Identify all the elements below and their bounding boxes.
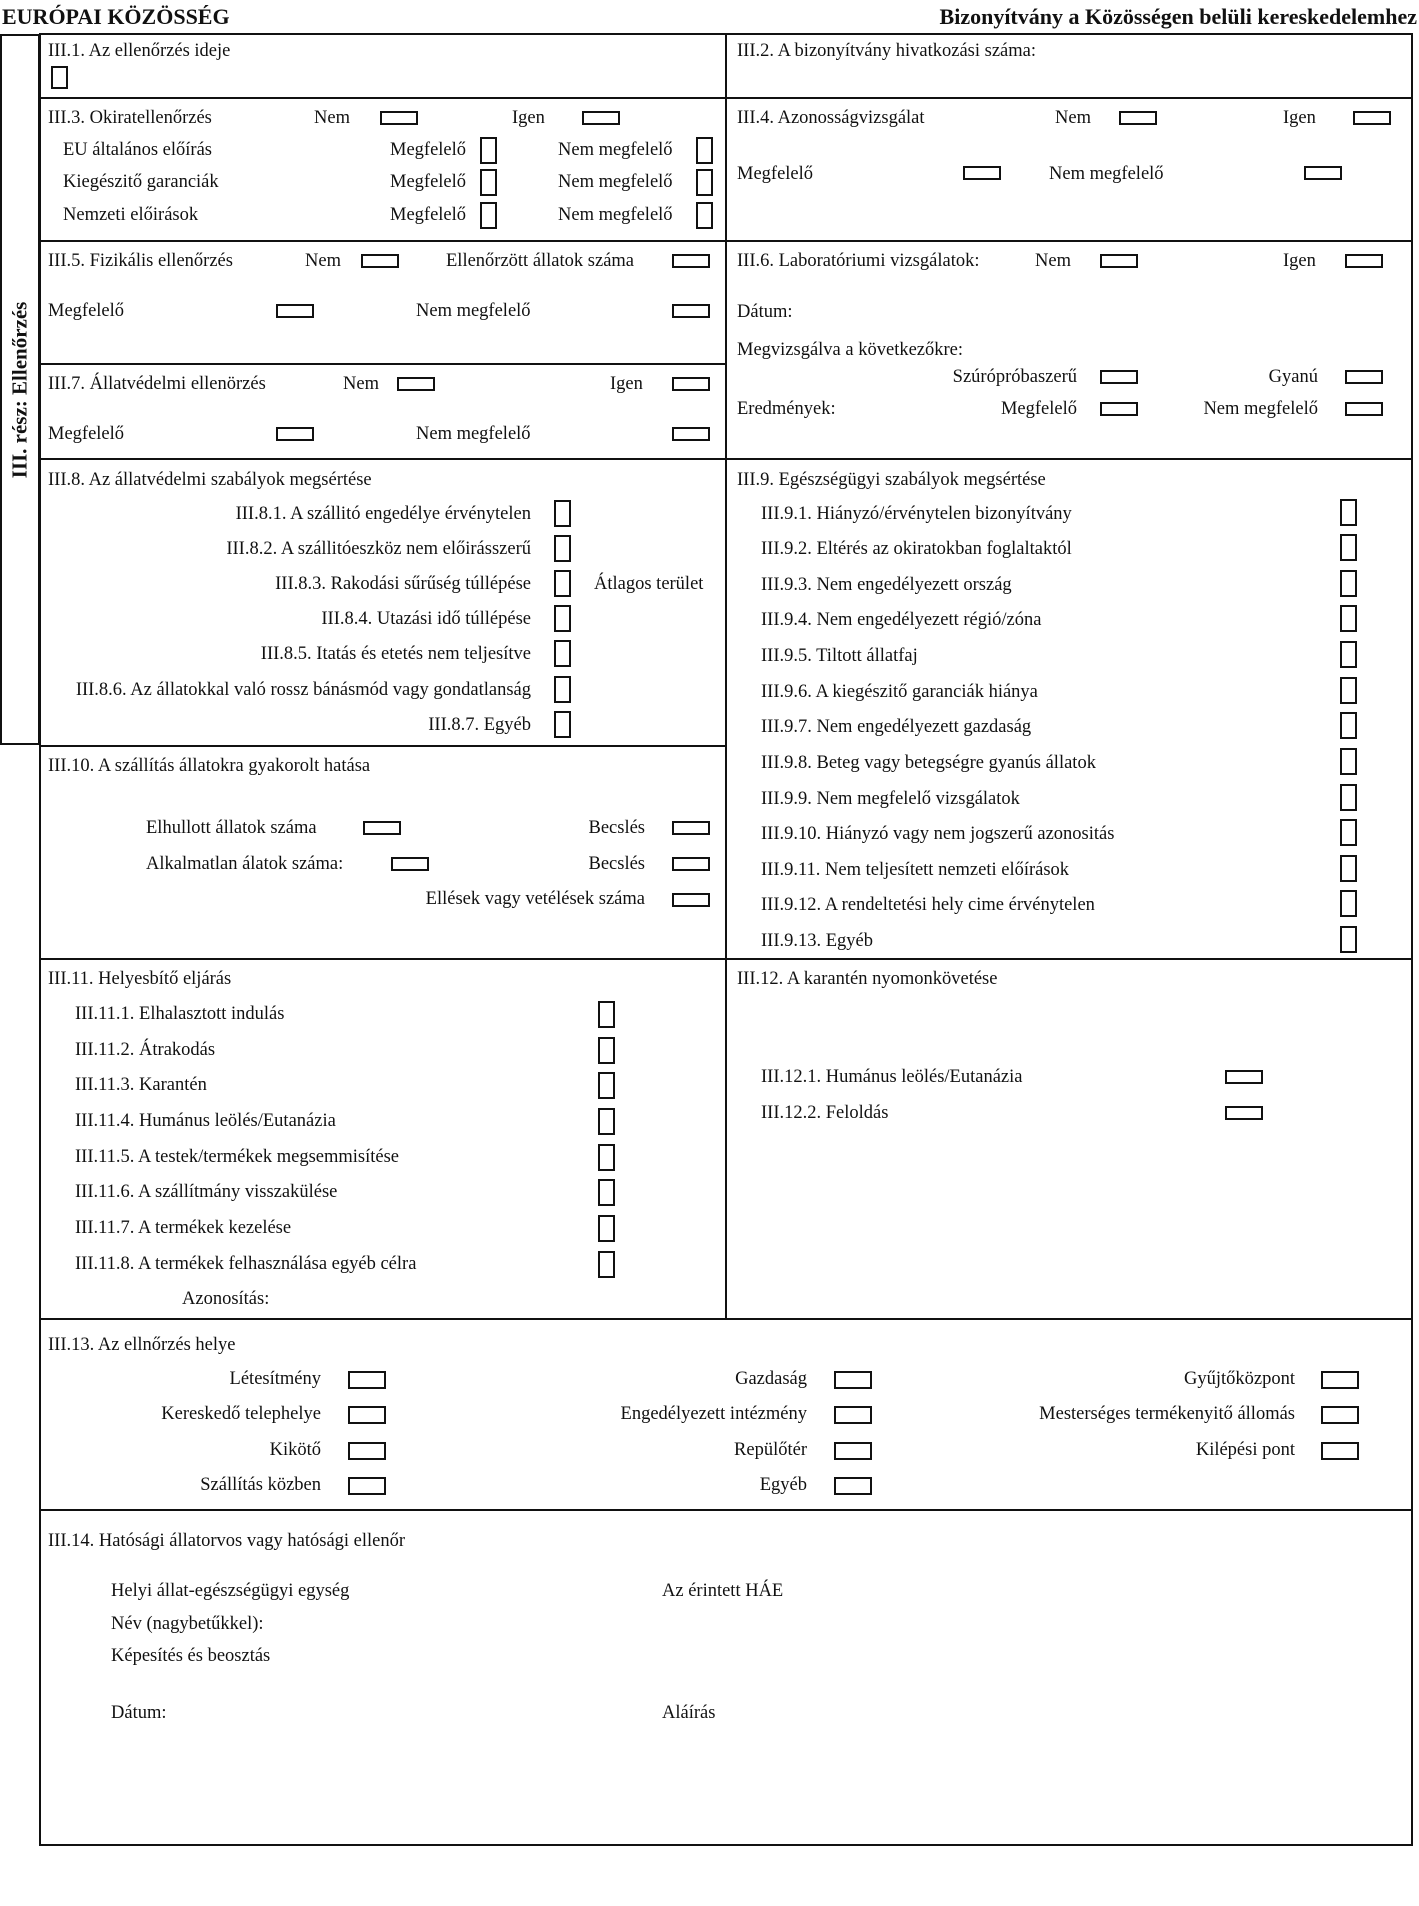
row-label: EU általános előírás [63,140,212,160]
health-item: III.9.3. Nem engedélyezett ország [761,575,1012,595]
place-dealer-checkbox[interactable] [348,1406,386,1424]
corrective-item: III.11.5. A testek/termékek megsemmisítése [75,1147,400,1167]
dead-animals-field[interactable] [363,821,401,835]
corrective-item: III.11.1. Elhalasztott indulás [75,1004,285,1024]
health-7-checkbox[interactable] [1340,712,1357,739]
health-2-checkbox[interactable] [1340,534,1357,561]
yes-label: Igen [610,374,643,394]
physical-ok-checkbox[interactable] [276,304,314,318]
corrective-7-checkbox[interactable] [598,1215,615,1242]
health-item: III.9.6. A kiegészitő garanciák hiánya [761,682,1038,702]
suspicion-label: Gyanú [1268,367,1318,387]
corrective-6-checkbox[interactable] [598,1179,615,1206]
random-checkbox[interactable] [1100,370,1138,384]
eu-ok-checkbox[interactable] [480,137,497,164]
health-item: III.9.2. Eltérés az okiratokban foglaltaktól [761,539,1072,559]
doc-check-yes-checkbox[interactable] [582,111,620,125]
section-title: III.3. Okiratellenőrzés [48,108,212,128]
violation-4-checkbox[interactable] [554,605,571,632]
corrective-4-checkbox[interactable] [598,1108,615,1135]
results-label: Eredmények: [737,399,836,419]
section-title: III.11. Helyesbítő eljárás [48,969,232,989]
violation-item: III.8.7. Egyéb [428,715,531,735]
lab-no-checkbox[interactable] [1100,254,1138,268]
nok-label: Nem megfelelő [558,172,673,192]
health-3-checkbox[interactable] [1340,570,1357,597]
place-label: Kikötő [269,1440,321,1460]
corrective-item: III.11.3. Karantén [75,1075,207,1095]
ok-label: Megfelelő [737,164,814,184]
place-approved-body-checkbox[interactable] [834,1406,872,1424]
place-in-transit-checkbox[interactable] [348,1477,386,1495]
place-label: Kilépési pont [1195,1440,1295,1460]
place-label: Szállítás közben [200,1475,321,1495]
health-6-checkbox[interactable] [1340,677,1357,704]
row-label: Kiegészitő garanciák [63,172,219,192]
place-label: Gazdaság [735,1369,807,1389]
place-airport-checkbox[interactable] [834,1442,872,1460]
count-label: Ellenőrzött állatok száma [446,251,635,271]
lab-ok-checkbox[interactable] [1100,402,1138,416]
no-label: Nem [314,108,350,128]
lab-nok-checkbox[interactable] [1345,402,1383,416]
avg-area-label: Átlagos terület [594,574,704,594]
place-establishment-checkbox[interactable] [348,1371,386,1389]
suspicion-checkbox[interactable] [1345,370,1383,384]
violation-item: III.8.2. A szállitóeszköz nem előirásszerű [226,539,531,559]
health-10-checkbox[interactable] [1340,819,1357,846]
health-12-checkbox[interactable] [1340,890,1357,917]
guarantee-nok-checkbox[interactable] [696,169,713,196]
ok-label: Megfelelő [390,205,467,225]
ok-label: Megfelelő [48,301,125,321]
welfare-no-checkbox[interactable] [397,377,435,391]
unfit-animals-label: Alkalmatlan álatok száma: [146,854,344,874]
concerned-unit-label: Az érintett HÁE [662,1581,784,1601]
place-port-checkbox[interactable] [348,1442,386,1460]
health-item: III.9.7. Nem engedélyezett gazdaság [761,717,1032,737]
section-title: III.5. Fizikális ellenőrzés [48,251,233,271]
physical-nok-checkbox[interactable] [672,304,710,318]
nok-label: Nem megfelelő [1203,399,1318,419]
section-title: III.4. Azonosságvizsgálat [737,108,925,128]
violation-item: III.8.3. Rakodási sűrűség túllépése [275,574,531,594]
violation-1-checkbox[interactable] [554,500,571,527]
violation-6-checkbox[interactable] [554,676,571,703]
health-item: III.9.8. Beteg vagy betegségre gyanús állatok [761,753,1096,773]
ok-label: Megfelelő [390,140,467,160]
section-title: III.14. Hatósági állatorvos vagy hatósági ellenőr [48,1531,406,1551]
place-label: Létesítmény [229,1369,321,1389]
place-label: Egyéb [759,1475,807,1495]
welfare-nok-checkbox[interactable] [672,427,710,441]
physical-no-checkbox[interactable] [361,254,399,268]
side-label: III. rész: Ellenőrzés [7,301,32,478]
corrective-8-checkbox[interactable] [598,1251,615,1278]
section-title: III.1. Az ellenőrzés ideje [48,41,231,61]
section-title: III.2. A bizonyítvány hivatkozási száma: [737,41,1037,61]
national-nok-checkbox[interactable] [696,202,713,229]
corrective-item: III.11.4. Humánus leölés/Eutanázia [75,1111,336,1131]
unfit-animals-field[interactable] [391,857,429,871]
quarantine-item: III.12.2. Feloldás [761,1103,889,1123]
health-item: III.9.5. Tiltott állatfaj [761,646,918,666]
side-label-box [0,34,40,745]
violation-item: III.8.4. Utazási idő túllépése [321,609,531,629]
doc-check-no-checkbox[interactable] [380,111,418,125]
welfare-yes-checkbox[interactable] [672,377,710,391]
violation-item: III.8.5. Itatás és etetés nem teljesítve [260,644,531,664]
nok-label: Nem megfelelő [558,205,673,225]
violation-item: III.8.6. Az állatokkal való rossz bánásmód vagy gondatlanság [75,680,531,700]
name-label: Név (nagybetűkkel): [111,1614,264,1634]
health-item: III.9.1. Hiányzó/érvénytelen bizonyítvány [761,504,1072,524]
violation-3-checkbox[interactable] [554,570,571,597]
violation-2-checkbox[interactable] [554,535,571,562]
health-item: III.9.12. A rendeltetési hely cime érvénytelen [761,895,1095,915]
header-right: Bizonyítvány a Közösségen belüli kereskedelemhez [939,4,1417,29]
lab-yes-checkbox[interactable] [1345,254,1383,268]
health-item: III.9.4. Nem engedélyezett régió/zóna [761,610,1042,630]
health-8-checkbox[interactable] [1340,748,1357,775]
identification-label: Azonosítás: [182,1289,270,1309]
identity-yes-checkbox[interactable] [1353,111,1391,125]
health-item: III.9.13. Egyéb [761,931,873,951]
yes-label: Igen [512,108,545,128]
no-label: Nem [1035,251,1071,271]
guarantee-ok-checkbox[interactable] [480,169,497,196]
date-label: Dátum: [111,1703,167,1723]
health-11-checkbox[interactable] [1340,855,1357,882]
corrective-5-checkbox[interactable] [598,1144,615,1171]
unfit-estimate-checkbox[interactable] [672,857,710,871]
corrective-2-checkbox[interactable] [598,1037,615,1064]
health-item: III.9.11. Nem teljesített nemzeti előírások [761,860,1070,880]
births-label: Ellések vagy vetélések száma [425,889,645,909]
corrective-1-checkbox[interactable] [598,1001,615,1028]
nok-label: Nem megfelelő [416,424,531,444]
eu-nok-checkbox[interactable] [696,137,713,164]
violation-5-checkbox[interactable] [554,640,571,667]
ok-label: Megfelelő [1000,399,1077,419]
quarantine-release-checkbox[interactable] [1225,1106,1263,1120]
place-label: Repülőtér [734,1440,807,1460]
corrective-item: III.11.2. Átrakodás [75,1040,216,1060]
nok-label: Nem megfelelő [416,301,531,321]
qualification-label: Képesítés és beosztás [111,1646,271,1666]
section-title: III.13. Az ellnőrzés helye [48,1335,236,1355]
header-left: EURÓPAI KÖZÖSSÉG [2,4,230,29]
inspection-time-checkbox[interactable] [51,66,68,89]
place-exit-point-checkbox[interactable] [1321,1442,1359,1460]
quarantine-euthanasia-checkbox[interactable] [1225,1070,1263,1084]
no-label: Nem [343,374,379,394]
row-label: Nemzeti előirások [63,205,199,225]
place-label: Engedélyezett intézmény [620,1404,807,1424]
ok-label: Megfelelő [390,172,467,192]
estimate-label: Becslés [588,818,645,838]
health-item: III.9.9. Nem megfelelő vizsgálatok [761,789,1020,809]
no-label: Nem [1055,108,1091,128]
estimate-label: Becslés [588,854,645,874]
random-label: Szúrópróbaszerű [952,367,1077,387]
health-1-checkbox[interactable] [1340,499,1357,526]
place-assembly-centre-checkbox[interactable] [1321,1371,1359,1389]
section-title: III.7. Állatvédelmi ellenörzés [48,374,266,394]
signature-label: Aláírás [662,1703,716,1723]
section-title: III.10. A szállítás állatokra gyakorolt hatása [48,756,371,776]
no-label: Nem [305,251,341,271]
section-title: III.6. Laboratóriumi vizsgálatok: [737,251,980,271]
animal-count-field[interactable] [672,254,710,268]
welfare-ok-checkbox[interactable] [276,427,314,441]
nok-label: Nem megfelelő [1049,164,1164,184]
corrective-item: III.11.6. A szállítmány visszakülése [75,1182,338,1202]
yes-label: Igen [1283,108,1316,128]
quarantine-item: III.12.1. Humánus leölés/Eutanázia [761,1067,1023,1087]
health-13-checkbox[interactable] [1340,926,1357,953]
place-label: Mesterséges termékenyitő állomás [1039,1404,1295,1424]
place-ai-station-checkbox[interactable] [1321,1406,1359,1424]
ok-label: Megfelelő [48,424,125,444]
section-title: III.8. Az állatvédelmi szabályok megsértése [48,470,372,490]
corrective-3-checkbox[interactable] [598,1072,615,1099]
health-5-checkbox[interactable] [1340,641,1357,668]
identity-no-checkbox[interactable] [1119,111,1157,125]
identity-nok-checkbox[interactable] [1304,166,1342,180]
violation-item: III.8.1. A szállitó engedélye érvénytelen [235,504,531,524]
health-4-checkbox[interactable] [1340,605,1357,632]
tested-for-label: Megvizsgálva a következőkre: [737,340,964,360]
corrective-item: III.11.8. A termékek felhasználása egyéb célra [75,1254,417,1274]
yes-label: Igen [1283,251,1316,271]
identity-ok-checkbox[interactable] [963,166,1001,180]
births-field[interactable] [672,893,710,907]
corrective-item: III.11.7. A termékek kezelése [75,1218,292,1238]
section-title: III.12. A karantén nyomonkövetése [737,969,998,989]
dead-estimate-checkbox[interactable] [672,821,710,835]
place-other-checkbox[interactable] [834,1477,872,1495]
violation-7-checkbox[interactable] [554,711,571,738]
date-label: Dátum: [737,302,793,322]
health-9-checkbox[interactable] [1340,784,1357,811]
national-ok-checkbox[interactable] [480,202,497,229]
place-label: Gyűjtőközpont [1184,1369,1295,1389]
section-title: III.9. Egészségügyi szabályok megsértése [737,470,1046,490]
dead-animals-label: Elhullott állatok száma [146,818,317,838]
place-holding-checkbox[interactable] [834,1371,872,1389]
local-unit-label: Helyi állat-egészségügyi egység [111,1581,350,1601]
place-label: Kereskedő telephelye [161,1404,321,1424]
health-item: III.9.10. Hiányzó vagy nem jogszerű azonositás [761,824,1115,844]
nok-label: Nem megfelelő [558,140,673,160]
